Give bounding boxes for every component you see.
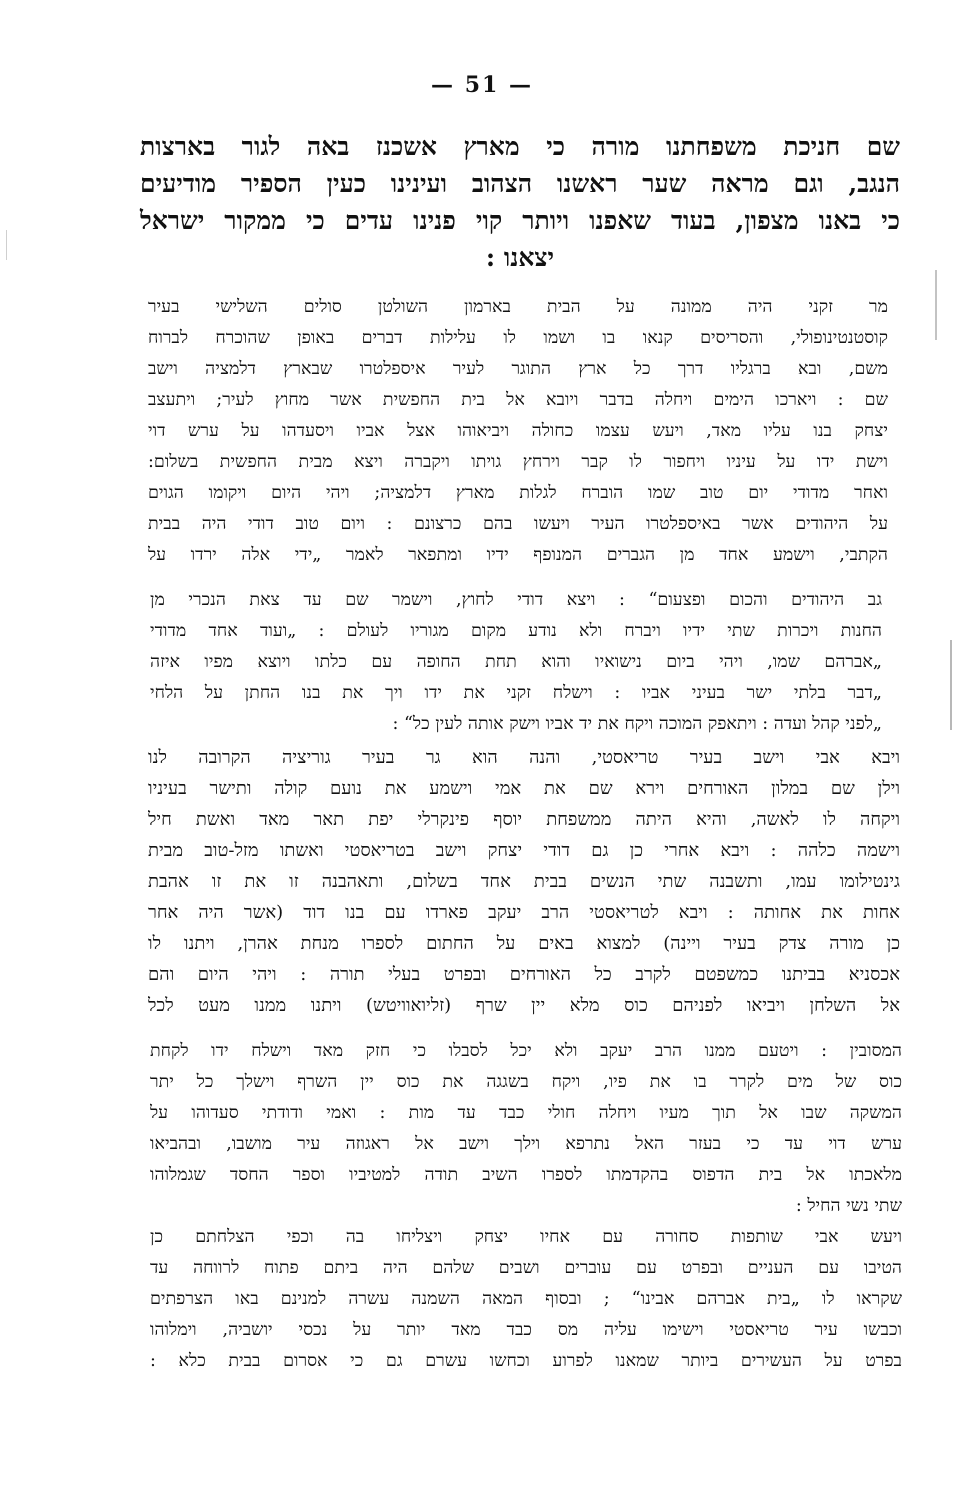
text-line: החנות ויכרות שתי ידיו ויברח ולא נודע מקום מגוריו לעולם : „ועוד אחד מדודי	[150, 621, 882, 641]
text-line: אל השלחן ויביאו לפניהם כוס מלא יין שרף (זליואוויטש) ויתנו ממנו מעט לכל	[148, 995, 900, 1016]
text-line: שקראו לו „בית אברהם אבינו“ ; ובסוף המאה השמנה עשרה למנינם באו הצרפתים	[150, 1289, 902, 1309]
intro-line: כי באנו מצפון, בעוד שאפנו ויותר קוי פנינו עדים כי ממקור ישראל	[140, 206, 900, 235]
text-line: הקתבי, וישמע אחד מן הגברים המנופף ידיו ומתפאר לאמר „ידי אלה ירדו על	[148, 545, 888, 565]
text-line: ואחר מדודי יום טוב שמו הוברח לגלות מארץ דלמציה; ויהי היום ויקומו הגוים	[148, 483, 888, 503]
margin-scan-mark	[935, 270, 937, 340]
text-line: כן מורה צדק בעיר ויינה) למצוא באים על החתום לספרו מנחת אהרן, ויתנו לו	[148, 933, 900, 954]
paragraph-3	[148, 742, 900, 1021]
text-line: וילן שם במלון האורחים וירא שם את אמי וישמע את נועם קולה ותישר בעיניו	[148, 778, 900, 799]
text-line: אחות את אחותה : ויבא לטריאסטי הרב יעקב פארדו עם בנו דוד (אשר היה אחר	[148, 902, 900, 923]
intro-paragraph	[140, 128, 900, 276]
text-line: „לפני קהל ועדה : ויתאפק המוכה ויקח את יד אביו וישק אותה לעין כל“ :	[392, 714, 882, 734]
intro-line: שם חניכת משפחתנו מורה כי מארץ אשכנז באה לגור בארצות	[140, 132, 900, 161]
paragraph-2	[150, 585, 882, 740]
paragraph-5	[150, 1222, 902, 1377]
text-line: „אברהם שמו, ויהי ביום נישואיו והוא תחת החופה עם כלתו ויוצא מפיו איזה	[150, 652, 882, 672]
paragraph-4	[150, 1036, 902, 1222]
text-line: שם : ויארכו הימים ויחלה בדבר ויובא אל בית החפשית אשר מחוץ לעיר; ויתעצב	[148, 390, 888, 410]
text-line: גב היהודים והכום ופצעום“ : ויצא דודי לחוץ, וישמר שם עד צאת הנכרי מן	[150, 590, 882, 610]
text-line: על היהודים אשר באיספלטרו העיר ויעשו בהם כרצונם : ויום טוב דודי היה בבית	[148, 514, 888, 534]
text-line: אכסניא בביתנו כמשפטם לקרב כל האורחים ובפרט בעלי תורה : ויהי היום והם	[148, 964, 900, 985]
text-line: משם, ובא ברגליו דרך כל ארץ התוגר לעיר איספלטרו שבארץ דלמציה וישב	[148, 359, 888, 379]
text-line: ויקחה לו לאשה, והיא היתה ממשפחת יוסף פינקרלי יפת תאר מאד ואשת חיל	[148, 809, 900, 830]
intro-line: יצאנו :	[485, 243, 555, 272]
text-line: בפרט על העשירים ביותר שמאנו לפרוע וכחשו עשרם גם כי אסרום בבית כלא :	[150, 1351, 902, 1371]
intro-line: הנגב, וגם מראה שער ראשנו הצהוב ועינינו כעין הספיר מודיעים	[140, 169, 900, 198]
text-line: „דבר בלתי ישר בעיני אביו : וישלח זקני את ידו ויך את בנו החתן על הלחי	[150, 683, 882, 703]
text-line: כוס של מים לקרר בו את פיו, ויקח בשגגה את כוס יין השרף וישלך כל יתר	[150, 1072, 902, 1092]
text-line: וכבשו עיר טריאסטי וישימו עליה מס כבד מאד יותר על נכסי יושביה, וימלוהו	[150, 1320, 902, 1340]
text-line: מלאכתו אל בית הדפוס בהקדמתו לספרו השיב תודה למטיביו וספר החסד שגמלוהו	[150, 1165, 902, 1185]
page-number: — 51 —	[431, 72, 533, 98]
text-line: מר זקני היה ממונה על הבית בארמון השולטן סולים השלישי בעיר	[148, 297, 888, 317]
text-line: המסובין : ויטעם ממנו הרב יעקב ולא יכל לסבלו כי חזק מאד וישלח ידו לקחת	[150, 1041, 902, 1061]
paragraph-1	[148, 292, 888, 571]
text-line: ויעש אבי שותפות סחורה עם אחיו יצחק ויצליחו בה וכפי הצלחתם כן	[150, 1227, 902, 1247]
text-line: שתי נשי החיל :	[795, 1196, 902, 1216]
text-line: ערש דוי עד כי בעזר האל נתרפא וילך וישב אל ראגוזה עיר מושבו, ובהביאו	[150, 1134, 902, 1154]
text-line: הטיבו עם העניים ובפרט עם עוברים ושבים שלהם היה ביתם פתוח לרווחה עד	[150, 1258, 902, 1278]
margin-scan-mark	[950, 640, 952, 730]
text-line: המשקה שבו אל תוך מעיו ויחלה חולי כבד עד מות : ואמי ודודתי סעדוהו על	[150, 1103, 902, 1123]
text-line: ויבא אבי וישב בעיר טריאסטי, והנה הוא גר בעיר גוריציה הקרובה לנו	[148, 747, 900, 768]
text-line: וישת ידו על עיניו ויחפור לו קבר וירחץ גויתו ויקברה ויצא מבית החפשית בשלום:	[148, 452, 888, 472]
text-line: וישמה כלהה : ויבא אחרי כן גם דודי יצחק וישב בטריאסטי ואשתו מזל-טוב מבית	[148, 840, 900, 861]
text-line: יצחק בנו עליו מאד, ויעש עצמו כחולה ויביאוהו אצל אביו ויסעדהו על ערש דוי	[148, 421, 888, 441]
margin-scan-mark	[6, 230, 7, 260]
text-line: קוסטנטינופולי, והסריסים קנאו בו ושמו לו עלילות דברים באופן שהוכרח לברוח	[148, 328, 888, 348]
text-line: גינטילומו עמו, ותשבנה שתי הנשים בבית אחד בשלום, ותאהבנה זו את זו אהבת	[148, 871, 900, 892]
